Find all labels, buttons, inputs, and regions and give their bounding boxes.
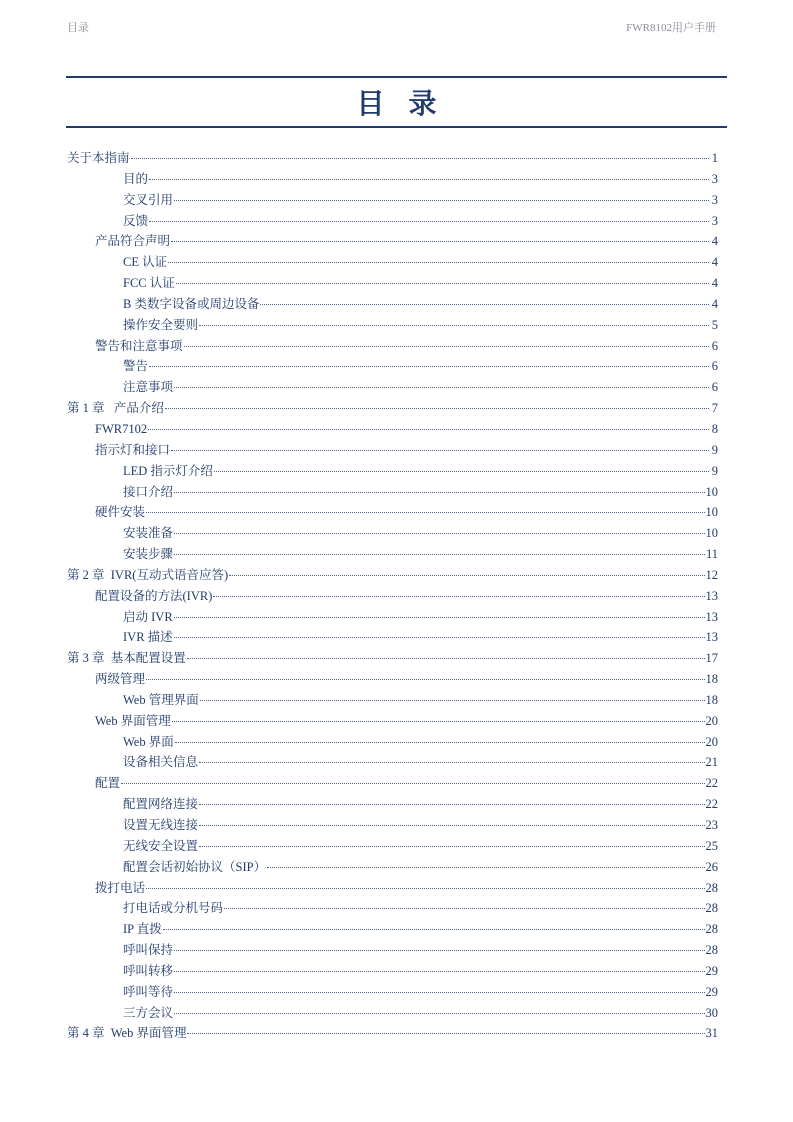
- toc-entry-page-number: 3: [711, 213, 718, 228]
- toc-entry[interactable]: [67, 919, 718, 940]
- toc-entry-label: 启动 IVR: [123, 609, 173, 624]
- toc-entry-page-number: 8: [711, 421, 718, 436]
- table-of-contents: [67, 148, 718, 1044]
- toc-dot-leader: [187, 1033, 704, 1034]
- toc-entry[interactable]: [67, 982, 718, 1003]
- toc-dot-leader: [200, 700, 705, 701]
- toc-entry-label: 第 3 章 基本配置设置: [67, 651, 186, 666]
- toc-entry-page-number: 12: [705, 567, 718, 582]
- toc-entry-label: Web 管理界面: [123, 692, 199, 707]
- toc-entry[interactable]: [67, 273, 718, 294]
- toc-entry[interactable]: [67, 377, 718, 398]
- toc-entry[interactable]: [67, 961, 718, 982]
- toc-dot-leader: [148, 429, 709, 430]
- toc-entry-label: IVR 描述: [123, 630, 173, 645]
- toc-entry-label: 接口介绍: [123, 484, 174, 499]
- toc-entry[interactable]: [67, 502, 718, 523]
- toc-entry-label: 设置无线连接: [123, 818, 199, 832]
- toc-entry[interactable]: [67, 732, 718, 753]
- toc-dot-leader: [267, 867, 704, 868]
- toc-entry-page-number: 20: [705, 713, 718, 728]
- toc-entry-label: FCC 认证: [123, 276, 175, 291]
- toc-dot-leader: [260, 304, 709, 305]
- toc-entry-label: 注意事项: [123, 380, 174, 395]
- toc-entry[interactable]: [67, 148, 718, 169]
- toc-entry[interactable]: [67, 231, 718, 252]
- toc-entry-page-number: 6: [711, 338, 718, 353]
- toc-entry-label: 呼叫转移: [123, 963, 174, 978]
- toc-entry-label: 操作安全要则: [123, 317, 199, 332]
- toc-entry[interactable]: [67, 356, 718, 377]
- toc-entry[interactable]: [67, 752, 718, 773]
- running-header-left: 目录: [67, 22, 89, 34]
- toc-entry-page-number: 18: [705, 672, 718, 687]
- toc-entry-page-number: 1: [711, 151, 718, 165]
- toc-entry-label: 第 1 章 产品介绍: [67, 401, 164, 416]
- toc-entry-page-number: 29: [705, 984, 718, 999]
- toc-dot-leader: [149, 221, 709, 222]
- toc-dot-leader: [213, 596, 704, 597]
- toc-entry-page-number: 25: [705, 838, 718, 853]
- toc-entry-page-number: 22: [705, 776, 718, 791]
- toc-dot-leader: [146, 888, 704, 889]
- toc-dot-leader: [184, 346, 709, 347]
- toc-dot-leader: [199, 846, 704, 847]
- toc-entry-label: 配置网络连接: [123, 797, 199, 812]
- toc-entry-page-number: 3: [711, 192, 718, 207]
- toc-dot-leader: [146, 512, 704, 513]
- toc-entry-label: 配置设备的方法(IVR): [95, 588, 213, 603]
- toc-entry-page-number: 7: [711, 401, 718, 416]
- toc-dot-leader: [174, 950, 704, 951]
- toc-entry[interactable]: [67, 294, 718, 315]
- toc-dot-leader: [163, 929, 705, 930]
- toc-entry[interactable]: [67, 190, 718, 211]
- toc-dot-leader: [174, 387, 709, 388]
- toc-entry-page-number: 28: [705, 880, 718, 895]
- toc-entry-label: 无线安全设置: [123, 838, 199, 853]
- title-rule-bottom: [66, 126, 727, 128]
- toc-dot-leader: [174, 200, 709, 201]
- toc-entry-page-number: 4: [711, 255, 718, 270]
- toc-entry-page-number: 10: [705, 484, 718, 499]
- toc-entry-page-number: 31: [705, 1026, 718, 1041]
- toc-dot-leader: [175, 742, 705, 743]
- toc-entry[interactable]: [67, 169, 718, 190]
- toc-dot-leader: [121, 783, 704, 784]
- toc-entry-label: FWR7102: [95, 421, 148, 436]
- toc-entry-page-number: 9: [711, 442, 718, 457]
- toc-entry-page-number: 11: [705, 547, 718, 562]
- toc-entry[interactable]: [67, 336, 718, 357]
- toc-dot-leader: [146, 679, 704, 680]
- toc-entry-label: 目的: [123, 171, 149, 186]
- toc-entry-label: 警告和注意事项: [95, 338, 183, 353]
- toc-entry[interactable]: [67, 607, 718, 628]
- toc-entry-label: 第 2 章 IVR(互动式语音应答): [67, 567, 229, 582]
- toc-dot-leader: [174, 1013, 704, 1014]
- toc-entry[interactable]: [67, 794, 718, 815]
- toc-dot-leader: [174, 971, 704, 972]
- toc-dot-leader: [174, 992, 704, 993]
- toc-entry[interactable]: [67, 690, 718, 711]
- toc-entry-label: 呼叫保持: [123, 943, 174, 958]
- toc-entry-label: 硬件安装: [95, 505, 146, 520]
- toc-entry-page-number: 3: [711, 171, 718, 186]
- toc-entry-page-number: 4: [711, 296, 718, 311]
- toc-dot-leader: [224, 908, 704, 909]
- toc-entry[interactable]: [67, 565, 718, 586]
- toc-entry-label: 交叉引用: [123, 192, 174, 207]
- toc-entry-label: 呼叫等待: [123, 984, 174, 999]
- toc-dot-leader: [174, 617, 705, 618]
- toc-entry-page-number: 10: [705, 505, 718, 520]
- toc-entry-label: 指示灯和接口: [95, 442, 171, 457]
- title-rule-top: [66, 76, 727, 78]
- toc-entry[interactable]: [67, 482, 718, 503]
- toc-entry[interactable]: [67, 940, 718, 961]
- toc-entry[interactable]: [67, 878, 718, 899]
- toc-entry[interactable]: [67, 773, 718, 794]
- toc-entry-page-number: 30: [705, 1005, 718, 1020]
- toc-entry[interactable]: [67, 461, 718, 482]
- page-title: 目录: [356, 87, 461, 120]
- toc-entry[interactable]: [67, 440, 718, 461]
- toc-entry-label: 配置会话初始协议（SIP）: [123, 859, 267, 874]
- toc-entry[interactable]: [67, 544, 718, 565]
- toc-entry[interactable]: [67, 627, 718, 648]
- toc-entry-page-number: 21: [705, 755, 718, 770]
- toc-entry[interactable]: [67, 669, 718, 690]
- toc-entry-label: CE 认证: [123, 255, 168, 270]
- toc-dot-leader: [199, 804, 704, 805]
- toc-dot-leader: [149, 179, 709, 180]
- toc-dot-leader: [187, 658, 705, 659]
- toc-entry-page-number: 23: [705, 818, 718, 832]
- toc-dot-leader: [176, 283, 709, 284]
- toc-dot-leader: [229, 575, 704, 576]
- toc-entry-page-number: 9: [711, 463, 718, 478]
- toc-entry-label: 安装步骤: [123, 547, 174, 562]
- toc-entry-label: B 类数字设备或周边设备: [123, 296, 260, 311]
- toc-dot-leader: [149, 366, 709, 367]
- toc-entry-label: 两级管理: [95, 672, 146, 687]
- toc-entry[interactable]: [67, 1023, 718, 1044]
- toc-entry-page-number: 13: [705, 609, 718, 624]
- toc-entry-label: LED 指示灯介绍: [123, 463, 213, 478]
- toc-entry-page-number: 13: [705, 630, 718, 645]
- toc-entry[interactable]: [67, 252, 718, 273]
- toc-entry-label: Web 界面管理: [95, 713, 171, 728]
- toc-entry[interactable]: [67, 648, 718, 669]
- toc-entry-label: 拨打电话: [95, 880, 146, 895]
- toc-entry-page-number: 26: [705, 859, 718, 874]
- toc-dot-leader: [199, 762, 704, 763]
- toc-entry[interactable]: [67, 398, 718, 419]
- toc-entry[interactable]: [67, 586, 718, 607]
- toc-entry[interactable]: [67, 419, 718, 440]
- toc-entry-label: IP 直拨: [123, 922, 162, 937]
- toc-entry-page-number: 28: [705, 901, 718, 916]
- toc-entry-page-number: 17: [705, 651, 718, 666]
- toc-entry-page-number: 20: [705, 734, 718, 749]
- toc-entry[interactable]: [67, 836, 718, 857]
- toc-entry-page-number: 10: [705, 526, 718, 541]
- toc-dot-leader: [174, 492, 704, 493]
- toc-entry-label: Web 界面: [123, 734, 174, 749]
- toc-dot-leader: [165, 408, 709, 409]
- toc-entry-label: 设备相关信息: [123, 755, 199, 770]
- toc-entry[interactable]: [67, 523, 718, 544]
- toc-dot-leader: [199, 825, 704, 826]
- toc-dot-leader: [199, 325, 709, 326]
- toc-entry-label: 打电话或分机号码: [123, 901, 224, 916]
- toc-entry-label: 安装准备: [123, 526, 174, 541]
- toc-dot-leader: [174, 637, 705, 638]
- toc-dot-leader: [174, 554, 705, 555]
- toc-dot-leader: [171, 450, 709, 451]
- toc-dot-leader: [174, 533, 704, 534]
- toc-entry[interactable]: [67, 315, 718, 336]
- toc-entry-label: 警告: [123, 359, 149, 374]
- toc-entry[interactable]: [67, 1003, 718, 1024]
- toc-entry-page-number: 6: [711, 359, 718, 374]
- toc-dot-leader: [171, 241, 709, 242]
- toc-entry-label: 反馈: [123, 213, 149, 228]
- toc-entry[interactable]: [67, 815, 718, 836]
- toc-entry-page-number: 6: [711, 380, 718, 395]
- toc-entry-page-number: 28: [705, 943, 718, 958]
- toc-entry[interactable]: [67, 711, 718, 732]
- toc-dot-leader: [168, 262, 709, 263]
- toc-dot-leader: [131, 158, 709, 159]
- toc-entry-page-number: 13: [705, 588, 718, 603]
- toc-entry[interactable]: [67, 898, 718, 919]
- toc-dot-leader: [172, 721, 705, 722]
- toc-entry-page-number: 29: [705, 963, 718, 978]
- toc-entry-page-number: 5: [711, 317, 718, 332]
- toc-entry[interactable]: [67, 857, 718, 878]
- toc-entry-page-number: 18: [705, 692, 718, 707]
- toc-entry-label: 三方会议: [123, 1005, 174, 1020]
- toc-entry-label: 配置: [95, 776, 121, 791]
- running-header-right: FWR8102用户手册: [626, 22, 716, 34]
- toc-entry-label: 关于本指南: [67, 151, 130, 165]
- toc-entry-label: 产品符合声明: [95, 234, 171, 249]
- toc-entry-page-number: 4: [711, 234, 718, 249]
- toc-entry-page-number: 4: [711, 276, 718, 291]
- toc-entry-label: 第 4 章 Web 界面管理: [67, 1026, 187, 1041]
- toc-dot-leader: [214, 471, 709, 472]
- toc-entry-page-number: 22: [705, 797, 718, 812]
- toc-entry[interactable]: [67, 211, 718, 232]
- toc-entry-page-number: 28: [705, 922, 718, 937]
